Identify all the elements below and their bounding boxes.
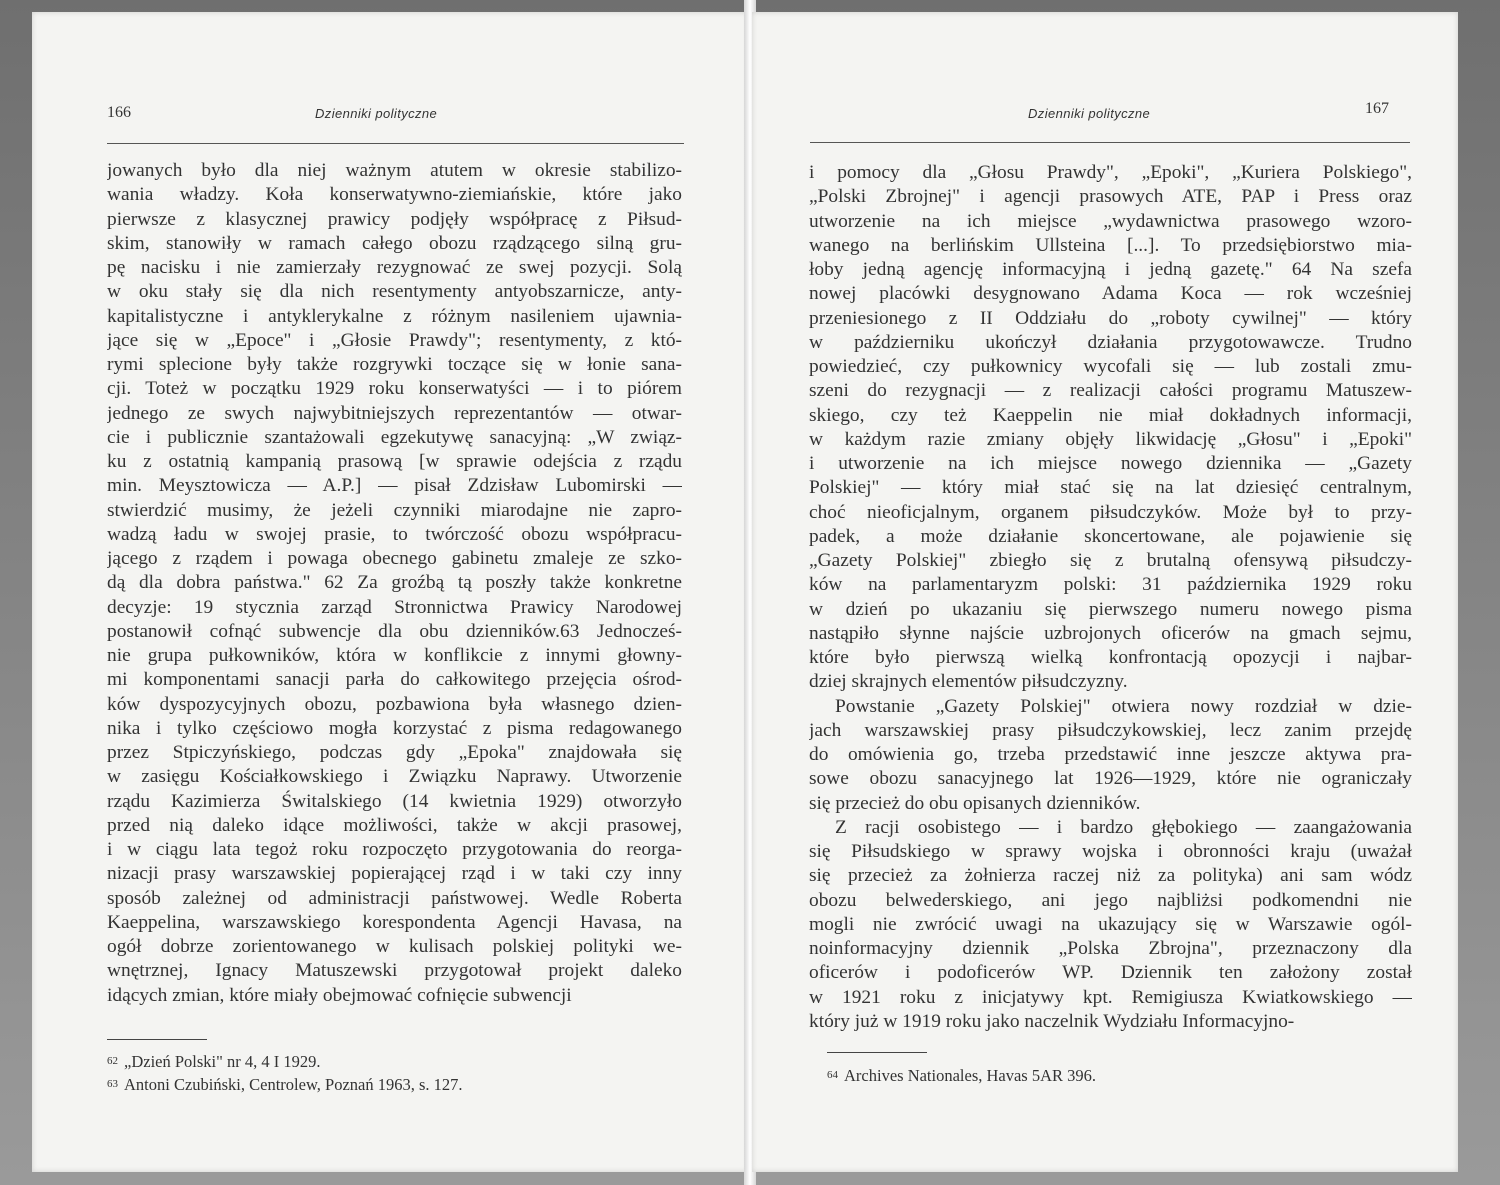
footnote-rule: [827, 1052, 927, 1053]
text-line: i utworzenie na ich miejsce nowego dziennika — „Gazety: [809, 453, 1412, 474]
right-running-head: [752, 100, 1458, 128]
footnote: [827, 1064, 1407, 1087]
text-line: w każdym razie zmiany objęły likwidację „Głosu" i „Epoki": [809, 428, 1412, 450]
text-line: oficerów i podoficerów WP. Dziennik ten założony został: [809, 962, 1412, 984]
text-line: ku z ostatnią kampanią prasową [w sprawie odejścia z rządu: [107, 451, 682, 472]
text-line: mogli nie zwrócić uwagi na ukazujący się w Warszawie ogól-: [809, 913, 1412, 935]
text-line: Polskiej" — który miał stać się na lat dziesięć centralnym,: [809, 477, 1412, 499]
text-line: przez Stpiczyńskiego, podczas gdy „Epoka" znajdowała się: [107, 742, 682, 763]
text-line: postanowił cofnąć subwencje dla obu dzienników.63 Jednocześ-: [107, 620, 682, 642]
text-line: wanego na berlińskim Ullsteina [...]. To przedsiębiorstwo mia-: [809, 234, 1412, 256]
text-line: jącego z rządem i powaga obecnego gabinetu zmaleje ze szko-: [107, 548, 682, 569]
footnote-mark: 64: [827, 1069, 838, 1081]
text-line: pę nacisku i nie zamierzały rezygnować ze swej pozycji. Solą: [107, 257, 682, 278]
text-line: łoby jedną agencję informacyjną i jedną gazetę." 64 Na szefa: [809, 259, 1412, 280]
text-line: się przecież za żołnierza raczej niż za polityka) ani sam wódz: [809, 865, 1412, 887]
footnote-mark: 63: [107, 1078, 118, 1090]
text-line: i w ciągu lata tegoż roku rozpoczęto przygotowania do reorga-: [107, 839, 682, 860]
text-line: nastąpiło słynne najście uzbrojonych oficerów na gmach sejmu,: [809, 622, 1412, 644]
text-line: skim, stanowiły w ramach całego obozu rządzącego silną gru-: [107, 232, 682, 254]
text-line: przeniesionego z II Oddziału do „roboty cywilnej" — który: [809, 307, 1412, 329]
footnote: [107, 1050, 687, 1073]
text-line: dą dla dobra państwa." 62 Za groźbą tą poszły także konkretne: [107, 572, 682, 594]
text-line: noinformacyjny dziennik „Polska Zbrojna", przeznaczony dla: [809, 938, 1412, 959]
footnote: [107, 1073, 687, 1096]
text-line: wadzą ładu w swojej prasie, to twórczość obozu współpracu-: [107, 523, 682, 545]
text-line: się Piłsudskiego w sprawy wojska i obronności kraju (uważał: [809, 841, 1412, 862]
left-running-head: [32, 104, 748, 128]
text-line: skiego, czy też Kaeppelin nie miał dokładnych informacji,: [809, 404, 1412, 426]
text-line: stwierdzić musimy, że jeżeli czynniki miarodajne nie zapro-: [107, 499, 682, 521]
text-line: ków dyspozycyjnych obozu, pozbawiona była własnego dzien-: [107, 693, 682, 715]
text-line: w dzień po ukazaniu się pierwszego numeru nowego pisma: [809, 598, 1412, 620]
text-line: wnętrznej, Ignacy Matuszewski przygotował projekt daleko: [107, 960, 682, 982]
footnote-mark: 62: [107, 1055, 118, 1067]
footnote-rule: [107, 1039, 207, 1040]
text-line: w oku stały się dla nich resentymenty antyobszarnicze, anty-: [107, 281, 682, 303]
running-title: Dzienniki polityczne: [1028, 106, 1151, 121]
text-line: idących zmian, które miały obejmować cofnięcie subwencji: [107, 984, 572, 1006]
right-page: [752, 12, 1458, 1172]
left-page: [32, 12, 748, 1172]
text-line: mi komponentami sanacji parła do całkowitego przejęcia ośrod-: [107, 669, 682, 691]
text-line: jednego ze swych najwybitniejszych reprezentantów — otwar-: [107, 402, 682, 424]
text-line: pierwsze z klasycznej prawicy podjęły współpracę z Piłsud-: [107, 208, 682, 230]
footnotes: [107, 1050, 687, 1096]
text-line: które było pierwszą wielką konfrontacją opozycji i najbar-: [809, 647, 1412, 668]
text-line: powiedzieć, czy pułkownicy wycofali się — lub zostali zmu-: [809, 356, 1412, 377]
text-line: i pomocy dla „Głosu Prawdy", „Epoki", „Kuriera Polskiego",: [809, 162, 1412, 183]
text-line: jach warszawskiej prasy piłsudczykowskiej, lecz zanim przejdę: [809, 719, 1412, 741]
text-line: obozu belwederskiego, ani jego najbliżsi podkomendni nie: [809, 889, 1412, 911]
body-text: [809, 161, 1412, 1034]
page-number: 166: [107, 104, 131, 121]
text-line: rządu Kazimierza Świtalskiego (14 kwietnia 1929) otworzyło: [107, 790, 682, 812]
text-line: dziej skrajnych elementów piłsudczyzny.: [809, 671, 1128, 693]
text-line: się przecież do obu opisanych dzienników.: [809, 792, 1141, 814]
text-line: wania władzy. Koła konserwatywno-ziemiańskie, które jako: [107, 184, 682, 206]
text-line: sposób zależnej od administracji państwowej. Wedle Roberta: [107, 887, 682, 909]
page-number: 167: [1365, 100, 1389, 117]
running-title: Dzienniki polityczne: [315, 106, 438, 121]
text-line: cie i publicznie szantażowali egzekutywę sanacyjną: „W związ-: [107, 426, 682, 448]
text-line: szeni do rezygnacji — z realizacji całości programu Matuszew-: [809, 380, 1412, 402]
text-line: sowe obozu sanacyjnego lat 1926—1929, które nie ograniczały: [809, 768, 1412, 790]
text-line: nika i tylko częściowo mogła korzystać z pisma redagowanego: [107, 717, 682, 739]
text-line: nizacji prasy warszawskiej popierającej rząd i w taki czy inny: [107, 863, 682, 885]
header-rule: [810, 142, 1410, 143]
text-line: „Gazety Polskiej" zbiegło się z brutalną ofensywą piłsudczy-: [809, 550, 1412, 571]
text-line: utworzenie na ich miejsce „wydawnictwa prasowego wzoro-: [809, 210, 1412, 232]
body-text: [107, 159, 682, 1008]
footnotes: [827, 1064, 1407, 1087]
footnote-text: Antoni Czubiński, Centrolew, Poznań 1963, s. 127.: [124, 1075, 463, 1094]
text-line: który już w 1919 roku jako naczelnik Wydziału Informacyjno-: [809, 1010, 1295, 1032]
text-line: Z racji osobistego — i bardzo głębokiego — zaangażowania: [835, 816, 1412, 838]
text-line: Powstanie „Gazety Polskiej" otwiera nowy rozdział w dzie-: [835, 695, 1412, 717]
header-rule: [107, 143, 684, 144]
footnote-text: Archives Nationales, Havas 5AR 396.: [844, 1066, 1097, 1085]
text-line: do omówienia go, trzeba przedstawić inne jeszcze aktywa pra-: [809, 744, 1412, 765]
text-line: jące się w „Epoce" i „Głosie Prawdy"; resentymenty, z któ-: [107, 329, 682, 351]
text-line: ków na parlamentaryzm polski: 31 października 1929 roku: [809, 574, 1412, 596]
text-line: kapitalistyczne i antyklerykalne z różnym nasileniem ujawnia-: [107, 305, 682, 327]
text-line: decyzje: 19 stycznia zarząd Stronnictwa Prawicy Narodowej: [107, 596, 682, 618]
text-line: w zasięgu Kościałkowskiego i Związku Naprawy. Utworzenie: [107, 766, 682, 788]
text-line: cji. Toteż w początku 1929 roku konserwatyści — i to piórem: [107, 378, 682, 400]
text-line: ogół dobrze zorientowanego w kulisach polskiej polityki we-: [107, 936, 682, 957]
text-line: w 1921 roku z inicjatywy kpt. Remigiusza Kwiatkowskiego —: [809, 986, 1412, 1008]
text-line: „Polski Zbrojnej" i agencji prasowych ATE, PAP i Press oraz: [809, 186, 1412, 208]
text-line: padek, a może działanie skoncertowane, ale pojawienie się: [809, 525, 1412, 547]
text-line: min. Meysztowicza — A.P.] — pisał Zdzisław Lubomirski —: [107, 475, 682, 497]
text-line: jowanych było dla niej ważnym atutem w okresie stabilizo-: [107, 160, 682, 181]
text-line: choć nieoficjalnym, organem piłsudczyków. Może był to przy-: [809, 501, 1412, 523]
text-line: nowej placówki desygnowano Adama Koca — rok wcześniej: [809, 283, 1412, 305]
text-line: w październiku ukończył działania przygotowawcze. Trudno: [809, 331, 1412, 353]
text-line: przed nią daleko idące możliwości, także w akcji prasowej,: [107, 814, 682, 836]
text-line: nie grupa pułkowników, która w konflikcie z innymi głowny-: [107, 645, 682, 666]
text-line: Kaeppelina, warszawskiego korespondenta Agencji Havasa, na: [107, 911, 682, 933]
text-line: rymi splecione były także rozgrywki toczące się w łonie sana-: [107, 354, 682, 375]
footnote-text: „Dzień Polski" nr 4, 4 I 1929.: [124, 1052, 321, 1071]
